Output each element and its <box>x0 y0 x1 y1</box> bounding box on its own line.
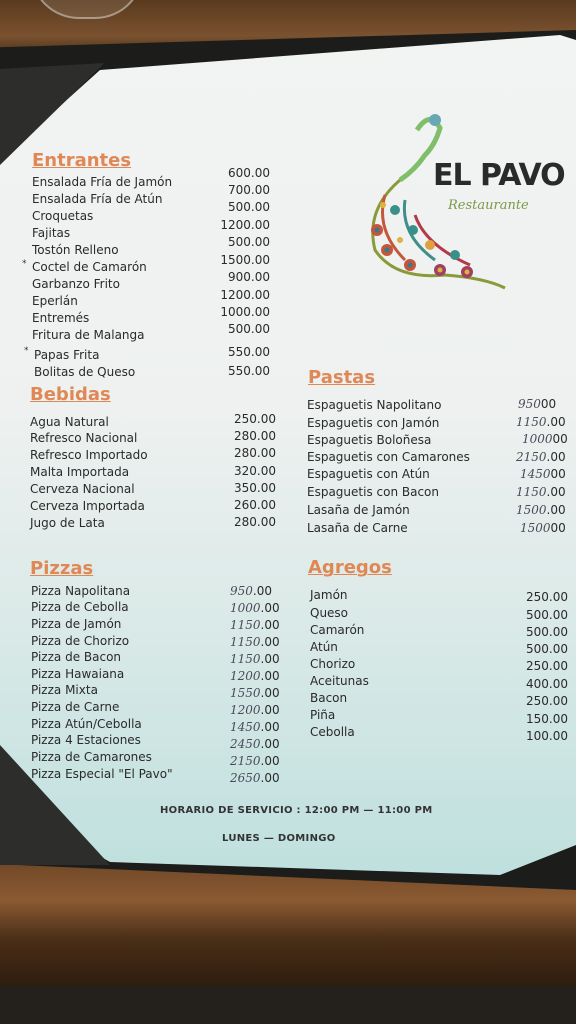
menu-item: Espaguetis con Camarones <box>307 450 470 464</box>
menu-item: Coctel de Camarón <box>32 260 147 274</box>
menu-item: Espaguetis Napolitano <box>307 398 442 412</box>
menu-item: Espaguetis con Jamón <box>307 416 440 430</box>
price-handwritten: 1450 <box>520 467 551 481</box>
menu-price: 280.00 <box>234 446 276 460</box>
restaurant-tagline: Restaurante <box>448 198 529 213</box>
menu-item: Eperlán <box>32 294 78 308</box>
menu-item: Fritura de Malanga <box>32 328 145 342</box>
menu-price <box>520 521 566 535</box>
menu-price: 400.00 <box>526 677 568 691</box>
menu-price <box>230 703 280 717</box>
section-title-agregos: Agregos <box>308 557 392 578</box>
menu-price: 1200.00 <box>220 218 270 232</box>
menu-price <box>230 618 280 632</box>
menu-item: Croquetas <box>32 209 94 223</box>
price-printed: .00 <box>260 703 280 717</box>
section-title-bebidas: Bebidas <box>30 384 111 405</box>
menu-price: 250.00 <box>234 412 276 426</box>
menu-price: 500.00 <box>228 200 270 214</box>
menu-item: Pizza Napolitana <box>31 584 131 598</box>
menu-item: Papas Frita <box>34 348 100 362</box>
menu-item: Pizza de Chorizo <box>31 634 130 648</box>
menu-item: Malta Importada <box>30 465 130 479</box>
price-printed: 00 <box>552 432 568 446</box>
menu-item: Ensalada Fría de Jamón <box>32 175 173 189</box>
section-title-pastas: Pastas <box>308 367 376 388</box>
price-handwritten: 1550 <box>230 686 261 700</box>
menu-price <box>230 635 280 649</box>
menu-price <box>230 601 280 615</box>
menu-price: 100.00 <box>526 729 568 743</box>
menu-price: 500.00 <box>228 235 270 249</box>
price-handwritten: 1000 <box>522 432 553 446</box>
service-hours: HORARIO DE SERVICIO : 12:00 PM — 11:00 PM <box>160 805 433 816</box>
menu-item: Pizza Hawaiana <box>31 667 125 681</box>
menu-price: 250.00 <box>526 659 568 673</box>
price-printed: .00 <box>252 584 272 598</box>
menu-item: Pizza de Carne <box>31 700 120 714</box>
price-printed: .00 <box>260 771 280 785</box>
floor <box>0 985 576 1024</box>
section-title-pizzas: Pizzas <box>30 558 94 579</box>
menu-price <box>516 450 566 464</box>
price-handwritten: 2150 <box>516 450 547 464</box>
menu-item: Jugo de Lata <box>30 516 105 530</box>
menu-price: 500.00 <box>526 625 568 639</box>
menu-price: 350.00 <box>234 481 276 495</box>
price-printed: .00 <box>260 686 280 700</box>
price-handwritten: 2450 <box>230 737 261 751</box>
section-title-entrantes: Entrantes <box>32 150 132 171</box>
menu-item: Jamón <box>310 588 348 602</box>
menu-price <box>520 467 566 481</box>
menu-price <box>230 737 280 751</box>
price-handwritten: 2150 <box>230 754 261 768</box>
menu-price <box>230 584 272 598</box>
menu-item: Pizza Atún/Cebolla <box>31 717 142 731</box>
menu-item: Garbanzo Frito <box>32 277 120 291</box>
menu-price: 260.00 <box>234 498 276 512</box>
price-handwritten: 1150 <box>230 652 261 666</box>
menu-item: Pizza 4 Estaciones <box>31 733 141 747</box>
price-handwritten: 1200 <box>230 703 261 717</box>
price-handwritten: 1150 <box>516 485 547 499</box>
menu-item: Pizza de Camarones <box>31 750 152 764</box>
price-printed: .00 <box>546 415 566 429</box>
menu-price <box>516 415 566 429</box>
price-handwritten: 1200 <box>230 669 261 683</box>
price-printed: .00 <box>260 754 280 768</box>
glass <box>30 0 144 19</box>
menu-price: 320.00 <box>234 464 276 478</box>
price-printed: .00 <box>546 485 566 499</box>
menu-price: 250.00 <box>526 590 568 604</box>
asterisk: * <box>22 259 27 269</box>
price-printed: .00 <box>546 503 566 517</box>
menu-price: 550.00 <box>228 364 270 378</box>
menu-price <box>518 397 556 411</box>
menu-price <box>230 720 280 734</box>
menu-item: Espaguetis Boloñesa <box>307 433 432 447</box>
menu-item: Agua Natural <box>30 415 109 429</box>
price-printed: .00 <box>260 737 280 751</box>
menu-item: Cerveza Nacional <box>30 482 135 496</box>
menu-item: Pizza de Jamón <box>31 617 122 631</box>
menu-item: Ensalada Fría de Atún <box>32 192 163 206</box>
menu-price: 500.00 <box>526 608 568 622</box>
menu-price <box>230 754 280 768</box>
menu-price <box>230 771 280 785</box>
price-handwritten: 1500 <box>520 521 551 535</box>
price-printed: 00 <box>550 521 566 535</box>
menu-item: Cerveza Importada <box>30 499 145 513</box>
menu-item: Fajitas <box>32 226 71 240</box>
menu-price: 500.00 <box>228 322 270 336</box>
menu-price: 500.00 <box>526 642 568 656</box>
menu-item: Aceitunas <box>310 674 369 688</box>
price-handwritten: 1150 <box>230 635 261 649</box>
menu-price: 700.00 <box>228 183 270 197</box>
menu-price: 280.00 <box>234 515 276 529</box>
menu-price <box>516 503 566 517</box>
menu-item: Espaguetis con Bacon <box>307 485 440 499</box>
menu-price: 150.00 <box>526 712 568 726</box>
price-printed: .00 <box>260 601 280 615</box>
menu-item: Bacon <box>310 691 348 705</box>
restaurant-name: EL PAVO <box>433 158 565 193</box>
price-handwritten: 950 <box>518 397 541 411</box>
menu-item: Atún <box>310 640 338 654</box>
price-handwritten: 1000 <box>230 601 261 615</box>
menu-price: 280.00 <box>234 429 276 443</box>
price-handwritten: 1450 <box>230 720 261 734</box>
menu-item: Lasaña de Jamón <box>307 503 410 517</box>
menu-item: Bolitas de Queso <box>34 365 136 379</box>
menu-item: Chorizo <box>310 657 356 671</box>
menu-item: Pizza Especial "El Pavo" <box>31 767 173 781</box>
price-handwritten: 950 <box>230 584 253 598</box>
menu-item: Refresco Importado <box>30 448 148 462</box>
price-printed: .00 <box>260 618 280 632</box>
menu-item: Cebolla <box>310 725 355 739</box>
price-printed: .00 <box>260 669 280 683</box>
menu-item: Refresco Nacional <box>30 431 138 445</box>
menu-item: Pizza Mixta <box>31 683 98 697</box>
service-days: LUNES — DOMINGO <box>222 833 336 844</box>
menu-item: Tostón Relleno <box>32 243 119 257</box>
menu-item: Espaguetis con Atún <box>307 467 430 481</box>
menu-item: Entremés <box>32 311 90 325</box>
menu-item: Queso <box>310 606 349 620</box>
price-printed: .00 <box>260 720 280 734</box>
menu-item: Lasaña de Carne <box>307 521 408 535</box>
price-printed: .00 <box>260 635 280 649</box>
menu-price <box>230 669 280 683</box>
menu-item: Piña <box>310 708 336 722</box>
menu-price <box>522 432 568 446</box>
menu-item: Camarón <box>310 623 365 637</box>
menu-price: 1200.00 <box>220 288 270 302</box>
menu-price: 550.00 <box>228 345 270 359</box>
menu-price <box>230 652 280 666</box>
price-printed: .00 <box>260 652 280 666</box>
menu-price: 900.00 <box>228 270 270 284</box>
menu-price: 600.00 <box>228 166 270 180</box>
price-handwritten: 1150 <box>516 415 547 429</box>
price-handwritten: 1150 <box>230 618 261 632</box>
menu-price <box>230 686 280 700</box>
menu-price: 1500.00 <box>220 253 270 267</box>
asterisk: * <box>24 346 29 356</box>
menu-price <box>516 485 566 499</box>
menu-item: Pizza de Cebolla <box>31 600 129 614</box>
menu-price: 250.00 <box>526 694 568 708</box>
price-handwritten: 1500 <box>516 503 547 517</box>
menu-price: 1000.00 <box>220 305 270 319</box>
price-printed: 00 <box>540 397 557 411</box>
menu-item: Pizza de Bacon <box>31 650 122 664</box>
price-printed: 00 <box>550 467 566 481</box>
price-printed: .00 <box>546 450 566 464</box>
price-handwritten: 2650 <box>230 771 261 785</box>
